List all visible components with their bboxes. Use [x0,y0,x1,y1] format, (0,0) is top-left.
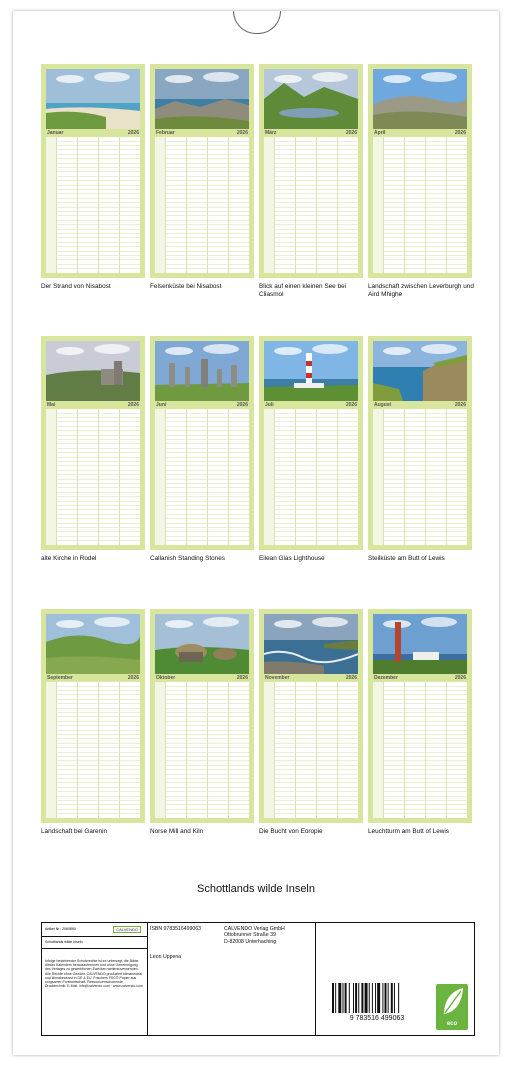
month-photo [373,614,467,674]
month-header [46,674,140,682]
month-header [155,129,249,137]
month-panel [259,336,363,550]
grid-column-line [77,409,78,545]
grid-column-line [316,682,317,818]
month-year: 2026 [236,402,248,408]
grid-column-line [56,682,57,818]
day-number-column [46,409,56,545]
day-number-column [373,137,383,273]
month-name: Mai [47,402,56,408]
month-name: März [265,130,277,136]
article-number: Artikel Nr.: 2060890 [45,927,76,931]
month-header [264,674,358,682]
grid-column-line [274,682,275,818]
product-name: Schottlands wilde Inseln [45,940,83,944]
month-header [46,129,140,137]
grid-column-line [207,409,208,545]
grid-column-line [425,409,426,545]
month-year: 2026 [345,130,357,136]
month-caption: Callanish Standing Stones [150,555,225,562]
month-name: Januar [47,130,64,136]
day-grid [264,409,358,545]
month-header [373,129,467,137]
month-name: Dezember [374,675,398,681]
day-grid [46,682,140,818]
grid-column-line [425,682,426,818]
day-grid [46,137,140,273]
grid-column-line [446,682,447,818]
month-photo [373,69,467,129]
month-caption: Der Strand von Nisabost [41,283,111,290]
month-panel [259,64,363,278]
grid-column-line [228,409,229,545]
month-year: 2026 [127,402,139,408]
month-name: Februar [156,130,175,136]
month-panel [368,336,472,550]
isbn: ISBN 9783516499063 [150,926,202,932]
month-caption: Landschaft bei Garenin [41,828,108,835]
month-photo [264,341,358,401]
grid-column-line [446,137,447,273]
month-header [155,674,249,682]
grid-column-line [274,409,275,545]
grid-column-line [404,137,405,273]
grid-column-line [446,409,447,545]
calvendo-logo: CALVENDO [113,926,141,933]
month-year: 2026 [345,675,357,681]
month-panel [150,64,254,278]
month-header [155,401,249,409]
grid-column-line [316,409,317,545]
month-photo [264,614,358,674]
day-number-column [373,409,383,545]
month-name: August [374,402,392,408]
grid-column-line [295,409,296,545]
month-header [264,129,358,137]
calendar-title: Schottlands wilde Inseln [196,883,315,895]
grid-column-line [295,137,296,273]
month-photo [155,614,249,674]
article-row [42,923,147,937]
month-year: 2026 [454,675,466,681]
month-header [373,674,467,682]
grid-column-line [383,137,384,273]
month-name: Juli [265,402,274,408]
grid-column-line [207,682,208,818]
grid-column-line [119,409,120,545]
grid-column-line [404,409,405,545]
svg-text:9 783516 499063: 9 783516 499063 [349,1015,405,1021]
day-grid [155,137,249,273]
publisher-line: D-82008 Unterhaching [224,938,277,945]
month-year: 2026 [345,402,357,408]
month-photo [373,341,467,401]
month-caption: Steilküste am Butt of Lewis [368,555,445,562]
month-year: 2026 [127,130,139,136]
day-number-column [373,682,383,818]
publisher-line: Ottobrunner Straße 39 [224,932,276,939]
grid-column-line [119,137,120,273]
day-grid [373,682,467,818]
grid-column-line [228,137,229,273]
grid-column-line [228,682,229,818]
month-photo [264,69,358,129]
month-caption: Leuchtturm am Butt of Lewis [368,828,449,835]
grid-column-line [77,682,78,818]
day-grid [155,409,249,545]
grid-column-line [383,409,384,545]
grid-column-line [98,137,99,273]
grid-column-line [186,137,187,273]
grid-column-line [337,409,338,545]
grid-column-line [56,409,57,545]
month-header [46,401,140,409]
grid-column-line [207,137,208,273]
month-year: 2026 [454,402,466,408]
grid-column-line [295,682,296,818]
month-caption: Eilean Glas Lighthouse [259,555,325,562]
imprint-info-column [42,923,148,1035]
grid-column-line [77,137,78,273]
month-photo [46,614,140,674]
month-panel [41,336,145,550]
day-grid [155,682,249,818]
barcode [328,981,426,1021]
month-caption: Landschaft zwischen Leverburgh und Aird Mhighe [368,283,474,298]
grid-column-line [337,137,338,273]
day-number-column [155,682,165,818]
day-grid [373,409,467,545]
imprint-box [41,922,475,1036]
day-number-column [46,137,56,273]
month-name: Juni [156,402,167,408]
eco-label: eco [446,1021,458,1027]
day-number-column [264,682,274,818]
month-year: 2026 [454,130,466,136]
grid-column-line [404,682,405,818]
leaf-icon [436,984,468,1018]
grid-column-line [119,682,120,818]
day-number-column [46,682,56,818]
grid-column-line [383,682,384,818]
month-caption: Blick auf einen kleinen See bei Cliasmol [259,283,347,298]
month-year: 2026 [236,130,248,136]
author-name: Leon Uppena [150,954,182,960]
grid-column-line [165,682,166,818]
month-year: 2026 [127,675,139,681]
month-year: 2026 [236,675,248,681]
day-grid [264,137,358,273]
month-header [373,401,467,409]
month-panel [368,64,472,278]
month-caption: alte Kirche in Rodel [41,555,97,562]
month-photo [155,69,249,129]
month-name: April [374,130,386,136]
month-photo [46,69,140,129]
month-photo [155,341,249,401]
grid-column-line [98,682,99,818]
day-grid [46,409,140,545]
grid-column-line [337,682,338,818]
month-panel [41,64,145,278]
month-panel [259,609,363,823]
day-number-column [264,409,274,545]
grid-column-line [165,409,166,545]
publisher-line: CALVENDO Verlag GmbH [224,926,285,932]
day-grid [373,137,467,273]
product-row [42,937,147,949]
month-caption: Norse Mill and Kiln [150,828,204,835]
month-caption: Die Bucht von Eoropie [259,828,323,835]
publisher-address [224,926,285,945]
day-grid [264,682,358,818]
imprint-publisher-column [148,923,318,1035]
grid-column-line [56,137,57,273]
month-name: Oktober [156,675,176,681]
month-panel [150,336,254,550]
month-panel [150,609,254,823]
month-caption: Felsenküste bei Nisabost [150,283,222,290]
month-header [264,401,358,409]
barcode-column [315,923,474,1035]
day-number-column [155,137,165,273]
grid-column-line [186,682,187,818]
month-photo [46,341,140,401]
eco-badge [436,984,468,1030]
month-panel [41,609,145,823]
grid-column-line [316,137,317,273]
day-number-column [155,409,165,545]
grid-column-line [98,409,99,545]
month-panel [368,609,472,823]
legal-text: Infolge bestehender Schutzrechte ist es untersagt, die Bilder dieses Kalenders herauszutrennen und ohne Genehmigung des Verlages zu gewerblichen Zwecken weiterzuverwenden. Alle Rechte ohne Gewähr. CALVENDO produziert klimaneutral und klimabewusst in DE & EU. Frischers FSC®-Papier aus sorgsamer Forstwirtschaft. Ressourcenschonende Drucktechnik. E-Mail: info@calvendo.com · www.calvendo.com [45,959,143,989]
grid-column-line [165,137,166,273]
month-name: September [47,675,73,681]
month-name: November [265,675,290,681]
grid-column-line [274,137,275,273]
grid-column-line [186,409,187,545]
day-number-column [264,137,274,273]
grid-column-line [425,137,426,273]
